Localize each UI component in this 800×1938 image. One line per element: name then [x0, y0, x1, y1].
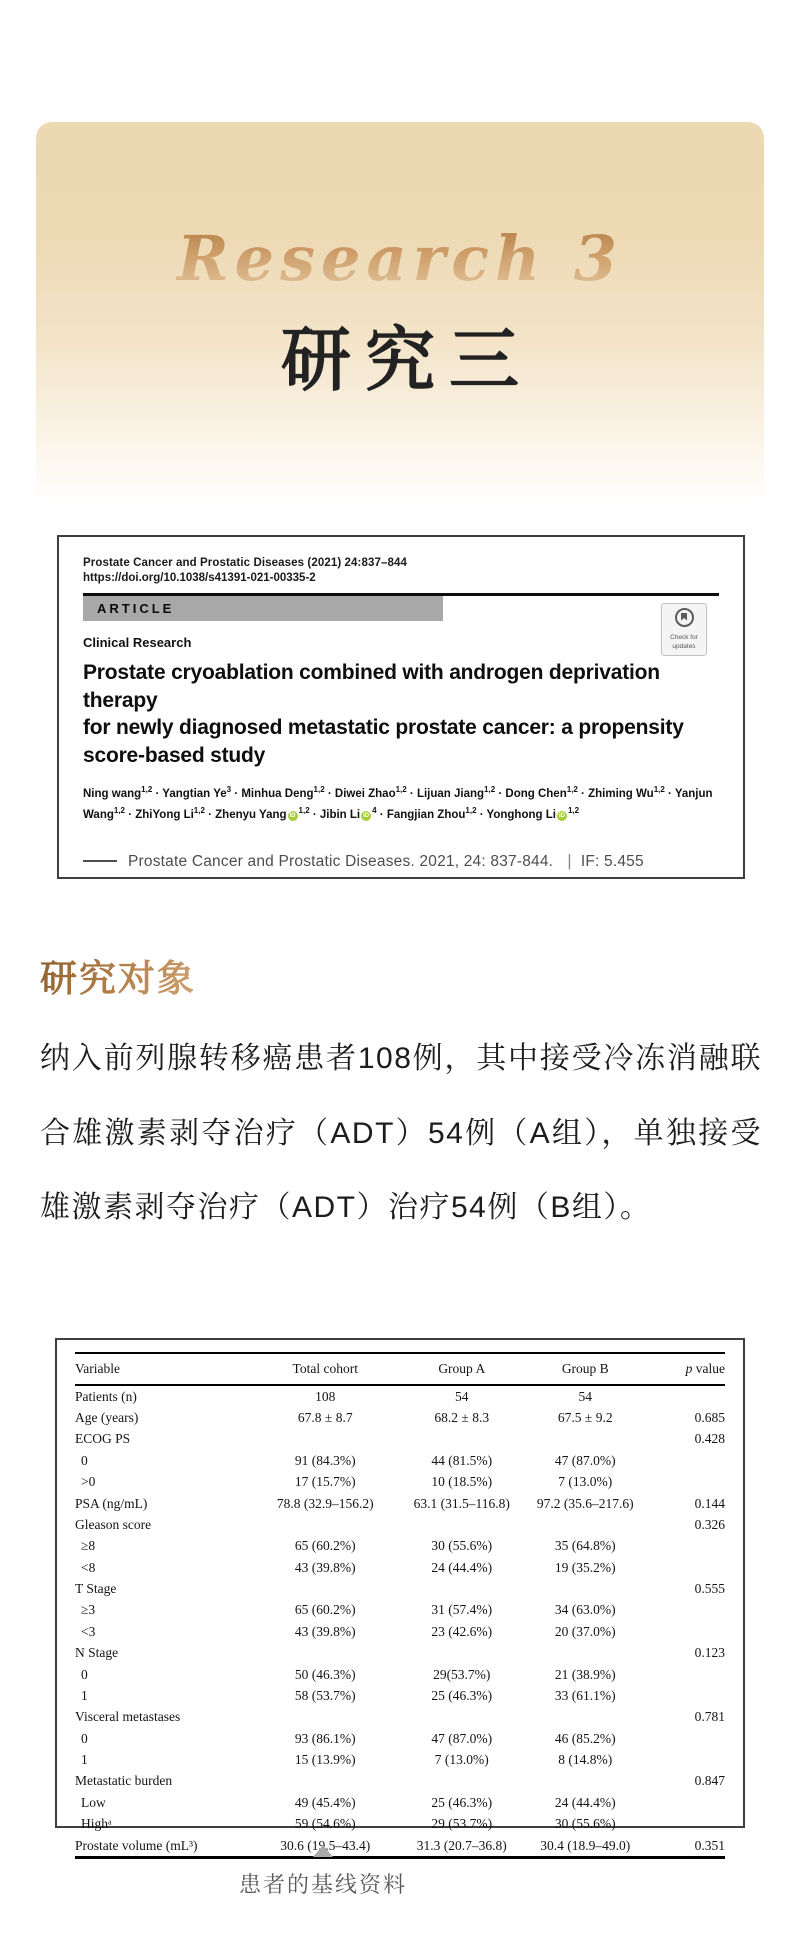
table-cell: ≥3	[81, 1602, 96, 1618]
table-cell: 0.123	[694, 1645, 725, 1661]
table-cell: 44 (81.5%)	[431, 1452, 493, 1468]
table-cell: 0.351	[694, 1837, 725, 1853]
table-cell: 30 (55.6%)	[554, 1816, 616, 1832]
table-row	[75, 1771, 725, 1792]
paper-title-line: Prostate cryoablation combined with androgen deprivation therapy	[83, 661, 660, 712]
author-name: Yonghong Li	[486, 808, 556, 821]
table-row	[75, 1664, 725, 1685]
table-cell: Age (years)	[75, 1410, 139, 1426]
table-row	[75, 1814, 725, 1835]
table-cell: PSA (ng/mL)	[75, 1495, 148, 1511]
table-row	[75, 1514, 725, 1535]
table-cell: 49 (45.4%)	[294, 1794, 356, 1810]
table-cell: 15 (13.9%)	[294, 1752, 356, 1768]
table-cell: 35 (64.8%)	[554, 1538, 616, 1554]
table-cell	[251, 1771, 401, 1792]
author-name: Minhua Deng	[241, 787, 314, 800]
table-cell: 31 (57.4%)	[431, 1602, 493, 1618]
baseline-table-box	[55, 1338, 745, 1853]
table-cell	[647, 1536, 725, 1557]
table-cell	[647, 1728, 725, 1749]
table-row	[75, 1621, 725, 1642]
check-for-updates-label: Check for updates	[670, 634, 698, 650]
table-row	[75, 1536, 725, 1557]
table-cell: 7 (13.0%)	[434, 1752, 489, 1768]
table-cell	[647, 1600, 725, 1621]
table-cell: 23 (42.6%)	[431, 1623, 493, 1639]
table-cell: Gleason score	[75, 1516, 152, 1532]
table-body	[75, 1385, 725, 1858]
article-label: ARTICLE	[83, 596, 443, 621]
table-cell	[647, 1621, 725, 1642]
table-cell: 47 (87.0%)	[431, 1730, 493, 1746]
table-cell: 24 (44.4%)	[431, 1559, 493, 1575]
citation-text: Prostate Cancer and Prostatic Diseases. 2021, 24: 837-844.	[128, 852, 554, 870]
table-cell: 8 (14.8%)	[558, 1752, 613, 1768]
column-header: Group A	[438, 1361, 486, 1376]
table-cell: 7 (13.0%)	[558, 1474, 613, 1490]
table-cell: 0.555	[694, 1581, 725, 1597]
up-triangle-icon	[313, 1845, 333, 1857]
table-cell	[400, 1707, 524, 1728]
table-cell	[524, 1707, 648, 1728]
section-heading: 研究对象	[40, 948, 196, 1002]
table-header-row	[75, 1353, 725, 1385]
table-cell: >0	[81, 1474, 96, 1490]
table-row	[75, 1578, 725, 1599]
table-cell: 24 (44.4%)	[554, 1794, 616, 1810]
author-name: Fangjian Zhou	[386, 808, 466, 821]
table-cell: 30 (55.6%)	[431, 1538, 493, 1554]
hero-title-chinese: 研究三	[281, 323, 533, 400]
table-row	[75, 1557, 725, 1578]
table-cell: 25 (46.3%)	[431, 1794, 493, 1810]
table-cell: 29 (53.7%)	[431, 1816, 493, 1832]
column-header: Variable	[75, 1361, 120, 1376]
author-name: Yangtian Ye	[162, 787, 227, 800]
table-cell: 46 (85.2%)	[554, 1730, 616, 1746]
table-cell: 33 (61.1%)	[554, 1687, 616, 1703]
table-row	[75, 1429, 725, 1450]
orcid-icon: iD	[289, 812, 296, 819]
impact-factor: IF: 5.455	[580, 852, 644, 870]
table-cell: 21 (38.9%)	[554, 1666, 616, 1682]
table-row	[75, 1385, 725, 1407]
table-cell	[400, 1771, 524, 1792]
citation-row	[83, 851, 719, 871]
bookmark-circle-icon	[675, 608, 694, 627]
table-row	[75, 1450, 725, 1471]
table-cell: 43 (39.8%)	[294, 1559, 356, 1575]
table-row	[75, 1493, 725, 1514]
table-cell	[251, 1707, 401, 1728]
table-cell: 78.8 (32.9–156.2)	[276, 1495, 374, 1511]
table-cell	[647, 1472, 725, 1493]
author-name: Zhenyu Yang	[215, 808, 287, 821]
table-cell	[400, 1578, 524, 1599]
table-row	[75, 1472, 725, 1493]
dash-icon	[83, 860, 117, 862]
table-cell: 20 (37.0%)	[554, 1623, 616, 1639]
author-name: Yanjun Wang	[83, 787, 713, 821]
table-cell: ECOG PS	[75, 1431, 131, 1447]
table-cell	[647, 1685, 725, 1706]
table-cell: 97.2 (35.6–217.6)	[536, 1495, 634, 1511]
author-name: Dong Chen	[505, 787, 567, 800]
author-name: Ning wang	[83, 787, 142, 800]
table-cell: N Stage	[75, 1645, 119, 1661]
table-cell: Low	[81, 1794, 106, 1810]
author-name: Jibin Li	[319, 808, 361, 821]
column-header: Group B	[561, 1361, 609, 1376]
table-cell: 67.8 ± 8.7	[297, 1410, 353, 1426]
baseline-table	[75, 1352, 725, 1859]
table-cell: <8	[81, 1559, 96, 1575]
table-caption: 患者的基线资料	[238, 1872, 407, 1897]
table-cell: 65 (60.2%)	[294, 1538, 356, 1554]
table-cell: 29(53.7%)	[433, 1666, 491, 1682]
table-cell: 59 (54.6%)	[294, 1816, 356, 1832]
table-row	[75, 1728, 725, 1749]
table-cell	[400, 1514, 524, 1535]
table-cell: 10 (18.5%)	[431, 1474, 493, 1490]
table-cell: ≥8	[81, 1538, 96, 1554]
table-cell: 67.5 ± 9.2	[557, 1410, 613, 1426]
table-cell: 0.326	[694, 1516, 725, 1532]
table-cell: <3	[81, 1623, 96, 1639]
column-header: Total cohort	[292, 1361, 358, 1376]
table-cell: 63.1 (31.5–116.8)	[413, 1495, 510, 1511]
table-cell	[251, 1578, 401, 1599]
table-cell	[251, 1514, 401, 1535]
table-cell: 1	[81, 1752, 88, 1768]
table-cell	[647, 1557, 725, 1578]
author-name: ZhiYong Li	[135, 808, 194, 821]
table-row	[75, 1749, 725, 1770]
paper-title	[83, 659, 719, 770]
journal-line: Prostate Cancer and Prostatic Diseases (2021) 24:837–844	[83, 557, 407, 569]
table-cell: 91 (84.3%)	[294, 1452, 356, 1468]
table-cell: 0	[81, 1666, 88, 1682]
table-cell: 0.144	[694, 1495, 725, 1511]
table-row	[75, 1407, 725, 1428]
table-cell: 0.428	[694, 1431, 725, 1447]
table-row	[75, 1685, 725, 1706]
doi-line: https://doi.org/10.1038/s41391-021-00335-2	[83, 572, 316, 584]
table-cell: Visceral metastases	[75, 1709, 181, 1725]
table-row	[75, 1792, 725, 1813]
table-cell: Metastatic burden	[75, 1773, 173, 1789]
table-cell	[524, 1643, 648, 1664]
table-row	[75, 1600, 725, 1621]
paper-screenshot	[57, 535, 745, 879]
table-cell	[524, 1578, 648, 1599]
table-cell: 0.685	[694, 1410, 725, 1426]
table-cell: Patients (n)	[75, 1388, 137, 1404]
table-cell: 1	[81, 1687, 88, 1703]
table-cell: Prostate volume (mL³)	[75, 1837, 198, 1853]
table-cell	[647, 1664, 725, 1685]
table-cell	[524, 1429, 648, 1450]
table-cell: 65 (60.2%)	[294, 1602, 356, 1618]
table-cell: 0.781	[694, 1709, 725, 1725]
paper-title-line: score-based study	[83, 744, 266, 768]
table-cell	[251, 1643, 401, 1664]
column-header: p value	[685, 1361, 725, 1376]
table-cell	[647, 1792, 725, 1813]
table-cell: T Stage	[75, 1581, 117, 1597]
table-cell	[524, 1771, 648, 1792]
section-paragraph: 纳入前列腺转移癌患者108例，其中接受冷冻消融联合雄激素剥夺治疗（ADT）54例（A组），单独接受雄激素剥夺治疗（ADT）治疗54例（B组）。	[40, 1042, 762, 1224]
table-cell	[647, 1450, 725, 1471]
table-row	[75, 1643, 725, 1664]
table-cell	[647, 1385, 725, 1407]
table-cell: 93 (86.1%)	[294, 1730, 356, 1746]
paper-title-line: for newly diagnosed metastatic prostate cancer: a propensity	[83, 716, 684, 740]
table-cell: 25 (46.3%)	[431, 1687, 493, 1703]
table-row	[75, 1835, 725, 1858]
table-cell: 30.4 (18.9–49.0)	[540, 1837, 631, 1853]
table-cell: 54	[578, 1388, 592, 1404]
table-cell: 50 (46.3%)	[294, 1666, 356, 1682]
table-cell	[647, 1814, 725, 1835]
table-cell	[251, 1429, 401, 1450]
paper-authors: Ning wang$^{1,2}$ · Yangtian $Ye^3$ · Minhua Deng$^{1,2}$ · Diwei Zhao$^{1,2}$ · Lijuan Jiang$^{1,2}$ · Dong Chen$^{1,2}$ · Zhiming Wu$^{1,2}$ · Yanjun Wang$^{1,2}$ · ZhiYong Li$^{1,2}$ · Zhenyu Yang iD$^{1,2}$ · Jibin Li $iD^4$ · Fangjian Zhou$^{1,2}$ · Yonghong Li iD$^{1,2}$	[83, 784, 713, 821]
table-cell: 68.2 ± 8.3	[434, 1410, 490, 1426]
table-cell: 58 (53.7%)	[294, 1687, 356, 1703]
author-name: Lijuan Jiang	[416, 787, 485, 800]
table-cell: 30.6 (19.5–43.4)	[280, 1837, 371, 1853]
orcid-icon: iD	[558, 812, 565, 819]
table-cell	[400, 1643, 524, 1664]
table-cell: 17 (15.7%)	[294, 1474, 356, 1490]
table-cell: 19 (35.2%)	[554, 1559, 616, 1575]
table-cell: 0	[81, 1730, 88, 1746]
hero-title-english: Research 3	[0, 222, 800, 295]
table-cell: 108	[315, 1388, 336, 1404]
table-cell: 0.847	[694, 1773, 725, 1789]
table-cell	[647, 1749, 725, 1770]
table-cell: 54	[455, 1388, 469, 1404]
orcid-icon: iD	[363, 812, 370, 819]
table-row	[75, 1707, 725, 1728]
section-label: Clinical Research	[83, 635, 192, 650]
author-name: Diwei Zhao	[334, 787, 396, 800]
table-cell: 0	[81, 1452, 88, 1468]
table-cell: 34 (63.0%)	[554, 1602, 616, 1618]
table-cell	[524, 1514, 648, 1535]
citation-separator: |	[567, 850, 572, 870]
check-for-updates-badge	[661, 603, 707, 656]
table-cell	[400, 1429, 524, 1450]
table-cell: Highᵃ	[81, 1816, 112, 1832]
table-cell: 31.3 (20.7–36.8)	[416, 1837, 507, 1853]
author-name: Zhiming Wu	[588, 787, 654, 800]
table-cell: 43 (39.8%)	[294, 1623, 356, 1639]
table-cell: 47 (87.0%)	[554, 1452, 616, 1468]
